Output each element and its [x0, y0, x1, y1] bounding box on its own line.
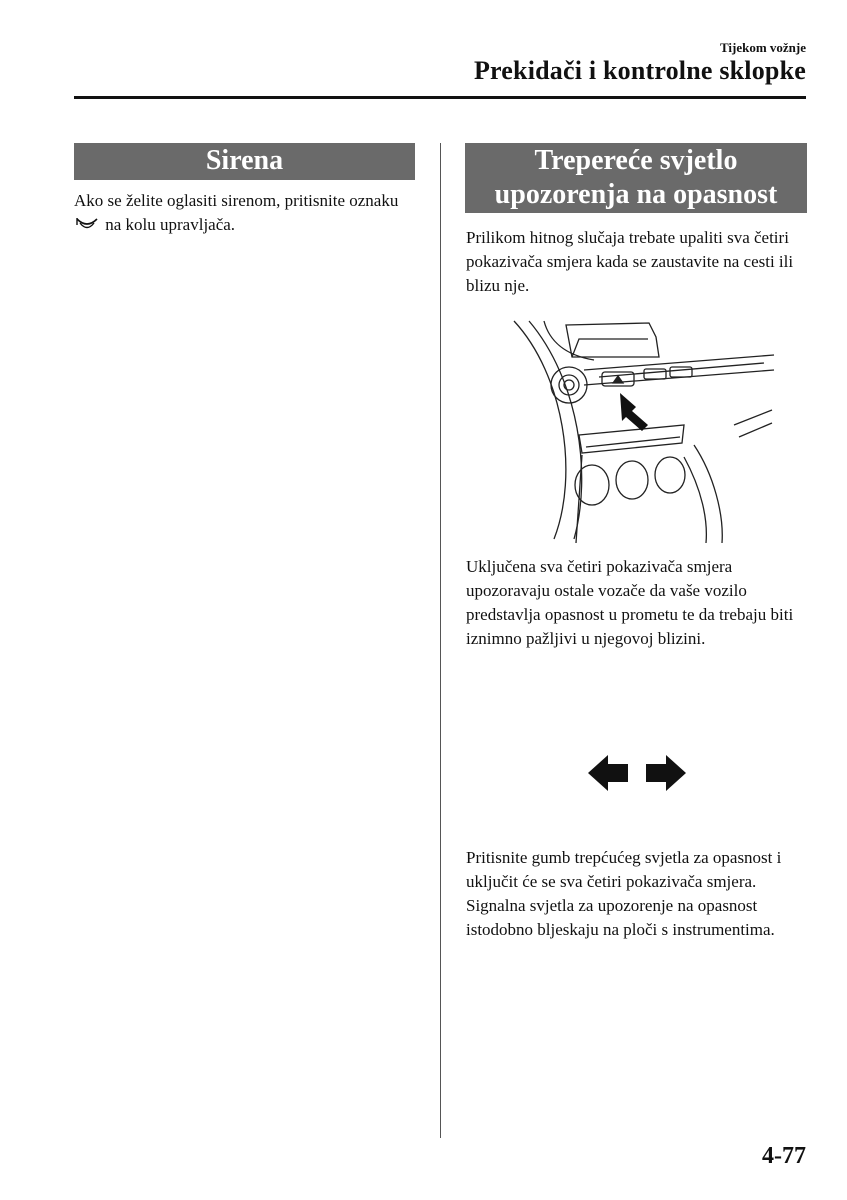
hazard-paragraph-2: Uključena sva četiri pokazivača smjera upozoravaju ostale vozače da vaše vozilo predstavlja opasnost u prometu te da trebaju biti iznimno pažljivi u njegovoj blizini. — [466, 557, 794, 648]
heading-horn — [74, 143, 415, 180]
hazard-paragraph-1: Prilikom hitnog slučaja trebate upaliti sva četiri pokazivača smjera kada se zaustavite na cesti ili blizu nje. — [466, 228, 794, 295]
heading-horn-text: Sirena — [205, 145, 284, 176]
page-title: Prekidači i kontrolne sklopke — [473, 56, 806, 85]
hazard-switch-illustration — [484, 315, 784, 545]
title-rule — [74, 96, 806, 99]
horn-text-after: na kolu upravljača. — [105, 215, 236, 234]
heading-hazard-line1: Trepereće svjetlo — [534, 145, 738, 176]
page-number: 4-77 — [762, 1143, 806, 1169]
horn-icon — [75, 215, 99, 239]
heading-hazard — [465, 143, 807, 213]
section-label: Tijekom vožnje — [719, 40, 806, 55]
horn-paragraph — [74, 189, 416, 239]
column-divider — [440, 143, 441, 1138]
horn-text-before: Ako se želite oglasiti sirenom, pritisnite oznaku — [74, 191, 399, 210]
hazard-paragraph-3: Pritisnite gumb trepćućeg svjetla za opasnost i uključit će se sva četiri pokazivača smjera. Signalna svjetla za upozorenje na opasnost istodobno bljeskaju na ploči s instrumentima. — [466, 848, 782, 939]
heading-hazard-line2: upozorenja na opasnost — [494, 179, 778, 210]
turn-signal-arrows-icon — [588, 753, 686, 793]
